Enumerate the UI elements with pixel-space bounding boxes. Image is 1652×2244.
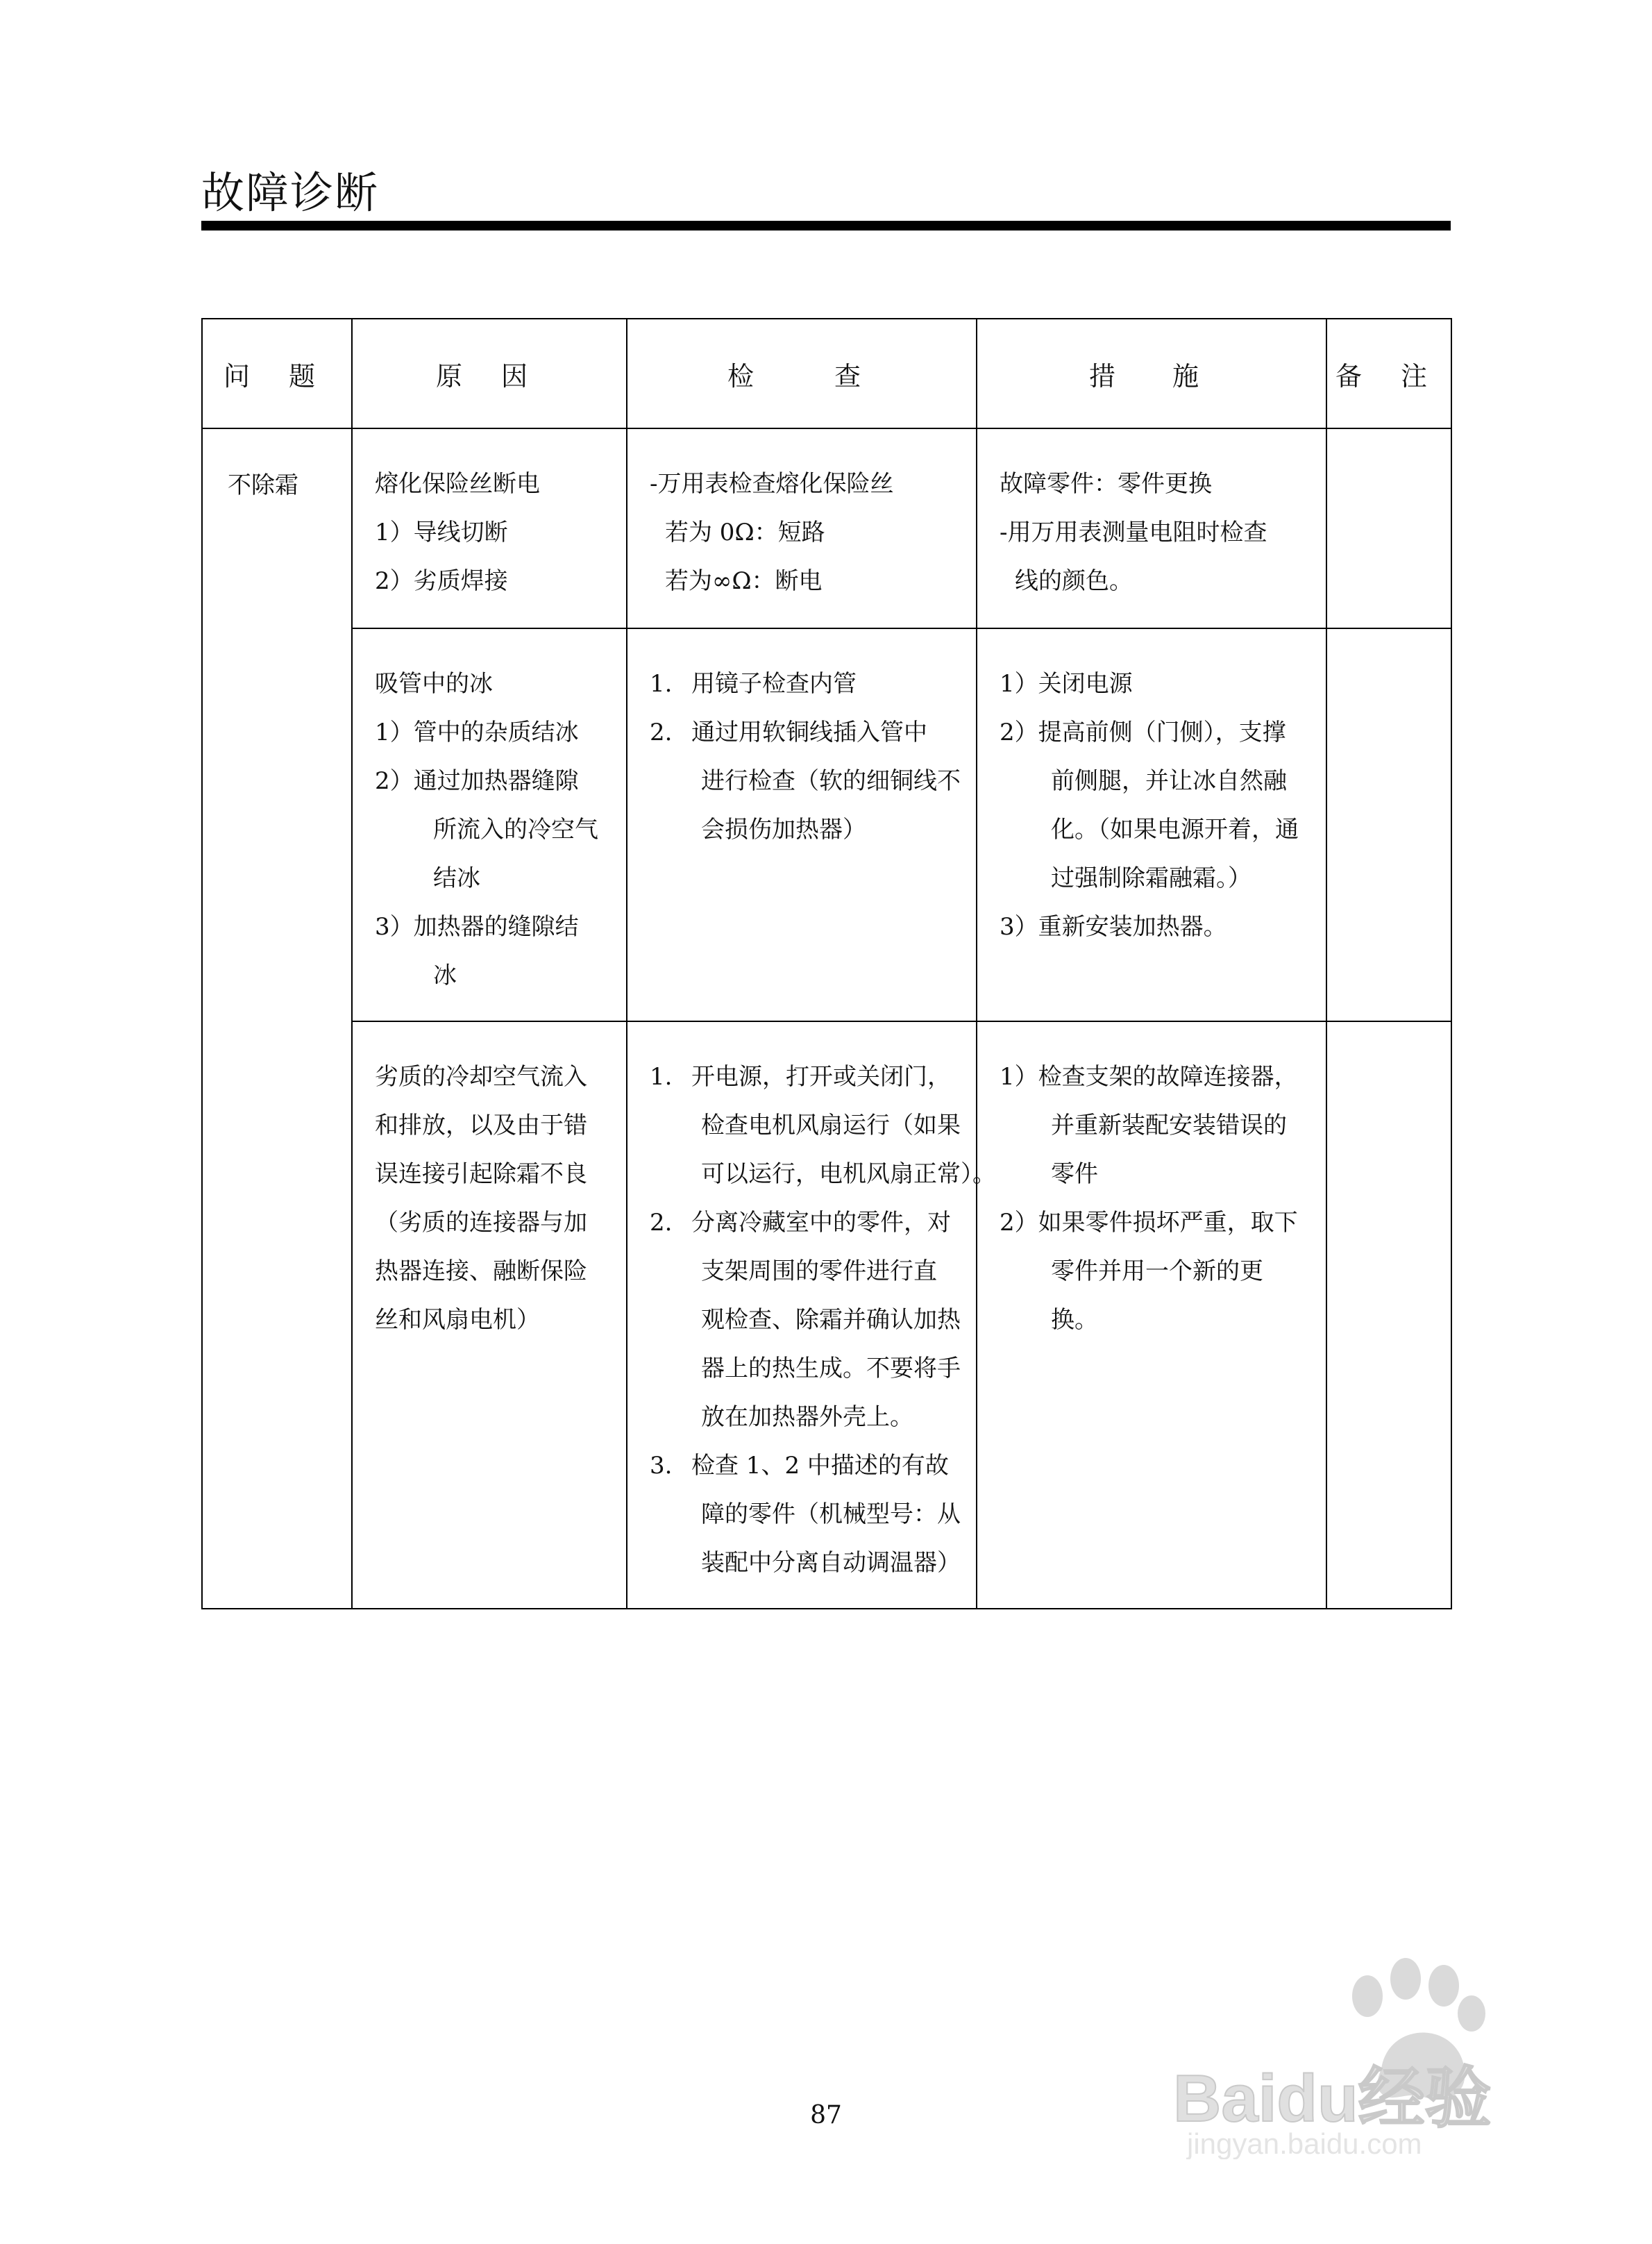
measure-line: 并重新装配安装错误的 (1051, 1112, 1287, 1139)
check-line: 进行检查（软的细铜线不 (701, 767, 961, 795)
measure-line: 零件 (1051, 1160, 1098, 1188)
cause-line: 结冰 (433, 864, 480, 892)
cause-line: 丝和风扇电机） (375, 1306, 540, 1334)
check-item-number: 2. (650, 1209, 673, 1237)
note-cell (1326, 628, 1451, 1021)
measure-line: 3）重新安装加热器。 (1000, 913, 1227, 941)
cause-line: （劣质的连接器与加 (375, 1209, 587, 1237)
check-line: 器上的热生成。不要将手 (701, 1355, 961, 1382)
cause-line: 2）通过加热器缝隙 (375, 767, 579, 795)
note-cell (1326, 1021, 1451, 1609)
measure-line: 过强制除霜融霜。） (1051, 864, 1251, 892)
title-underline (201, 221, 1451, 231)
measure-line: 换。 (1051, 1306, 1098, 1334)
cause-line: 冰 (433, 962, 457, 989)
cause-line: 热器连接、融断保险 (375, 1257, 587, 1285)
page-number: 87 (810, 2101, 842, 2129)
check-line: 开电源，打开或关闭门， (691, 1063, 951, 1091)
problem-text: 不除霜 (228, 471, 298, 499)
check-line: 用镜子检查内管 (691, 670, 857, 698)
check-item-number: 2. (650, 719, 673, 746)
problem-cell (202, 428, 352, 1609)
check-cell (627, 628, 977, 1021)
check-line: 装配中分离自动调温器） (701, 1549, 961, 1577)
check-item-number: 1. (650, 1063, 673, 1091)
baidu-watermark-logo (1159, 1930, 1548, 2159)
check-line: 放在加热器外壳上。 (701, 1403, 913, 1431)
measure-cell (977, 428, 1326, 628)
measure-line: 前侧腿，并让冰自然融 (1051, 767, 1287, 795)
cause-line: 2）劣质焊接 (375, 567, 508, 595)
page-title: 故障诊断 (201, 167, 380, 218)
header-check: 检 查 (627, 319, 977, 428)
cause-cell (352, 1021, 627, 1609)
check-item-number: 1. (650, 670, 673, 698)
check-item (650, 660, 958, 708)
cause-cell (352, 428, 627, 628)
check-line: 通过用软铜线插入管中 (691, 719, 927, 746)
check-line: 检查电机风扇运行（如果 (701, 1112, 961, 1139)
cause-line: 吸管中的冰 (375, 670, 493, 698)
cause-line: 所流入的冷空气 (433, 816, 598, 844)
check-line: 观检查、除霜并确认加热 (701, 1306, 961, 1334)
check-line: 会损伤加热器） (701, 816, 866, 844)
check-line: 可以运行，电机风扇正常）。 (701, 1160, 996, 1188)
cause-line: 1）导线切断 (375, 519, 508, 546)
check-line: 障的零件（机械型号：从 (701, 1500, 961, 1528)
table-row (202, 628, 1451, 1021)
check-line: 若为∞Ω：断电 (665, 567, 823, 595)
table-row (202, 428, 1451, 628)
table-header-row (202, 319, 1451, 428)
check-cell (627, 428, 977, 628)
check-line: 若为 0Ω：短路 (665, 519, 825, 546)
watermark-brand-text: Baidu经验 (1173, 2061, 1492, 2136)
header-cause: 原 因 (352, 319, 627, 428)
cause-line: 1）管中的杂质结冰 (375, 719, 579, 746)
measure-line: 故障零件：零件更换 (1000, 470, 1212, 498)
check-item (650, 1053, 958, 1101)
check-item (650, 708, 958, 757)
header-problem: 问 题 (202, 319, 352, 428)
measure-line: 1）关闭电源 (1000, 670, 1133, 698)
cause-line: 劣质的冷却空气流入 (375, 1063, 587, 1091)
measure-cell (977, 628, 1326, 1021)
cause-cell (352, 628, 627, 1021)
check-line: 检查 1、2 中描述的有故 (691, 1452, 949, 1480)
measure-line: 2）提高前侧（门侧），支撑 (1000, 719, 1286, 746)
header-note: 备 注 (1326, 319, 1451, 428)
measure-line: 线的颜色。 (1015, 567, 1133, 595)
watermark-url-text: jingyan.baidu.com (1187, 2127, 1422, 2159)
check-line: 支架周围的零件进行直 (701, 1257, 937, 1285)
check-line: -万用表检查熔化保险丝 (650, 470, 894, 498)
check-item (650, 1198, 958, 1247)
check-item (650, 1441, 958, 1490)
check-line: 分离冷藏室中的零件，对 (691, 1209, 951, 1237)
note-cell (1326, 428, 1451, 628)
cause-line: 熔化保险丝断电 (375, 470, 540, 498)
header-measure: 措 施 (977, 319, 1326, 428)
cause-line: 和排放，以及由于错 (375, 1112, 587, 1139)
check-item-number: 3. (650, 1452, 673, 1480)
measure-line: 化。（如果电源开着，通 (1051, 816, 1299, 844)
measure-cell (977, 1021, 1326, 1609)
check-cell (627, 1021, 996, 1609)
measure-line: 2）如果零件损坏严重，取下 (1000, 1209, 1298, 1237)
table-row (202, 1021, 1451, 1609)
measure-line: -用万用表测量电阻时检查 (1000, 519, 1267, 546)
measure-line: 零件并用一个新的更 (1051, 1257, 1263, 1285)
cause-line: 3）加热器的缝隙结 (375, 913, 579, 941)
diagnosis-table (201, 318, 1452, 1609)
measure-line: 1）检查支架的故障连接器， (1000, 1063, 1298, 1091)
cause-line: 误连接引起除霜不良 (375, 1160, 587, 1188)
